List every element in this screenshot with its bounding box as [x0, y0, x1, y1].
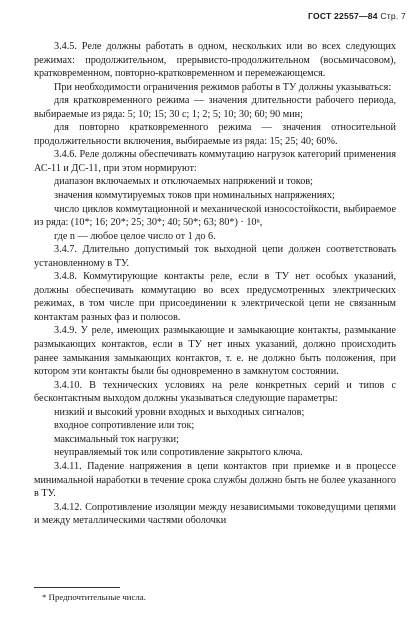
paragraph-short-term-mode: для кратковременного режима — значения длительности рабочего периода, выбираемые из ряда: 5; 10; 15; 30 с; 1; 2; 5; 10; 30; 60; 90 мин; — [34, 95, 396, 120]
paragraph-where-n: где n — любое целое число от 1 до 6. — [54, 230, 216, 242]
list-item-endurance-cycles: число циклов коммутационной и механической износостойкости, выбираемое из ряда: (10*; 16; 20*; 25; 30*; 40; 50*; 63; 80*) · 10ⁿ, — [34, 203, 396, 229]
list-item-voltage-range: диапазон включаемых и отключаемых напряжений и токов; — [54, 176, 313, 188]
paragraph-3-4-10: 3.4.10. В технических условиях на реле конкретных серий и типов с бесконтактным выходом должны указываться следующие параметры: — [34, 379, 396, 405]
list-item-max-load-current: максимальный ток нагрузки; — [54, 433, 179, 445]
standard-number: ГОСТ 22557—84 — [307, 11, 378, 21]
paragraph-intermittent-mode: для повторно кратковременного режима — значения относительной продолжительности включения, выбираемые из ряда: 15; 25; 40; 60%. — [34, 122, 396, 147]
list-item-signal-levels: низкий и высокий уровни входных и выходных сигналов; — [54, 406, 305, 418]
list-item-leakage-current: неуправляемый ток или сопротивление закрытого ключа. — [54, 447, 303, 459]
paragraph-3-4-6: 3.4.6. Реле должны обеспечивать коммутацию нагрузок категорий применения АС-11 и ДС-11, при этом нормируют: — [34, 149, 396, 174]
page-header — [308, 11, 406, 21]
paragraph-3-4-9: 3.4.9. У реле, имеющих размыкающие и замыкающие контакты, размыкание размыкающих контактов, если в ТУ нет иных указаний, должно происходить ранее замыкания замыкающих контактов, т. е. не должно быть положения, при котором эти контакты были бы одновременно в замкнутом состоянии. — [34, 325, 396, 378]
paragraph-3-4-11: 3.4.11. Падение напряжения в цепи контактов при приемке и в процессе минимальной наработки в течение срока службы должно быть не более указанного в ТУ. — [34, 460, 396, 500]
paragraph-3-4-7: 3.4.7. Длительно допустимый ток выходной цепи должен соответствовать установленному в ТУ. — [34, 244, 396, 269]
footnote: * Предпочтительные числа. — [42, 592, 146, 602]
list-item-switched-currents: значения коммутируемых токов при номинальных напряжениях; — [54, 190, 335, 202]
paragraph-limits-intro: При необходимости ограничения режимов работы в ТУ должны указываться: — [54, 81, 392, 93]
footnote-divider — [34, 587, 120, 588]
page-number: Стр. 7 — [380, 11, 406, 21]
paragraph-3-4-12: 3.4.12. Сопротивление изоляции между независимыми токоведущими цепями и между металлическими частями оболочки — [34, 501, 396, 527]
paragraph-3-4-5: 3.4.5. Реле должны работать в одном, нескольких или во всех следующих режимах: продолжительном, прерывисто-продолжительном (восьмичасовом), кратковременном, повторно-кратковременном и перемежающемся. — [34, 41, 396, 80]
document-body — [34, 40, 396, 528]
list-item-input-resistance: входное сопротивление или ток; — [54, 420, 195, 432]
paragraph-3-4-8: 3.4.8. Коммутирующие контакты реле, если в ТУ нет особых указаний, должны обеспечивать коммутацию во всех предусмотренных электрических режимах, в том числе при присоединении к электрической цепи не связанным контактам разных фаз и полюсов. — [34, 271, 396, 323]
